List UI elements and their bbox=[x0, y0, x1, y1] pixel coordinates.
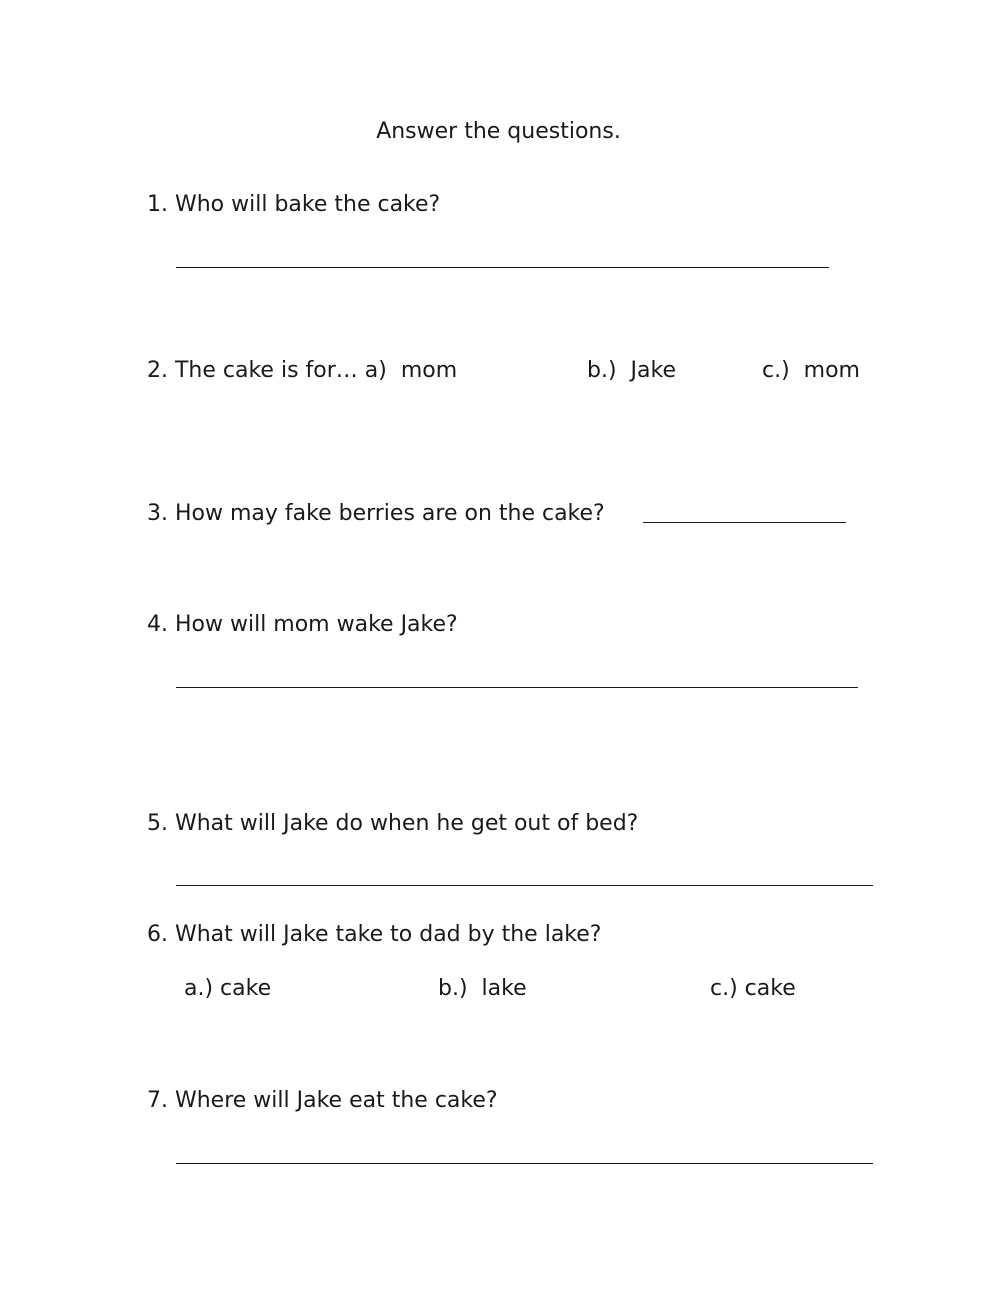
question-6-option-b[interactable]: b.) lake bbox=[438, 976, 527, 1001]
answer-line-7[interactable] bbox=[176, 1163, 873, 1164]
answer-line-5[interactable] bbox=[176, 885, 873, 886]
question-1: 1. Who will bake the cake? bbox=[147, 192, 441, 217]
answer-line-1[interactable] bbox=[176, 267, 829, 268]
answer-line-3[interactable] bbox=[643, 522, 846, 523]
question-6: 6. What will Jake take to dad by the lake? bbox=[147, 922, 602, 947]
question-4: 4. How will mom wake Jake? bbox=[147, 612, 458, 637]
question-6-option-c[interactable]: c.) cake bbox=[710, 976, 796, 1001]
question-6-option-a[interactable]: a.) cake bbox=[184, 976, 272, 1001]
question-3: 3. How may fake berries are on the cake? bbox=[147, 501, 605, 526]
worksheet-title: Answer the questions. bbox=[376, 119, 621, 144]
question-2-option-b[interactable]: b.) Jake bbox=[587, 358, 676, 383]
question-7: 7. Where will Jake eat the cake? bbox=[147, 1088, 498, 1113]
question-2: 2. The cake is for… a) mom bbox=[147, 358, 458, 383]
answer-line-4[interactable] bbox=[176, 687, 858, 688]
question-5: 5. What will Jake do when he get out of bed? bbox=[147, 811, 639, 836]
question-2-option-c[interactable]: c.) mom bbox=[762, 358, 860, 383]
